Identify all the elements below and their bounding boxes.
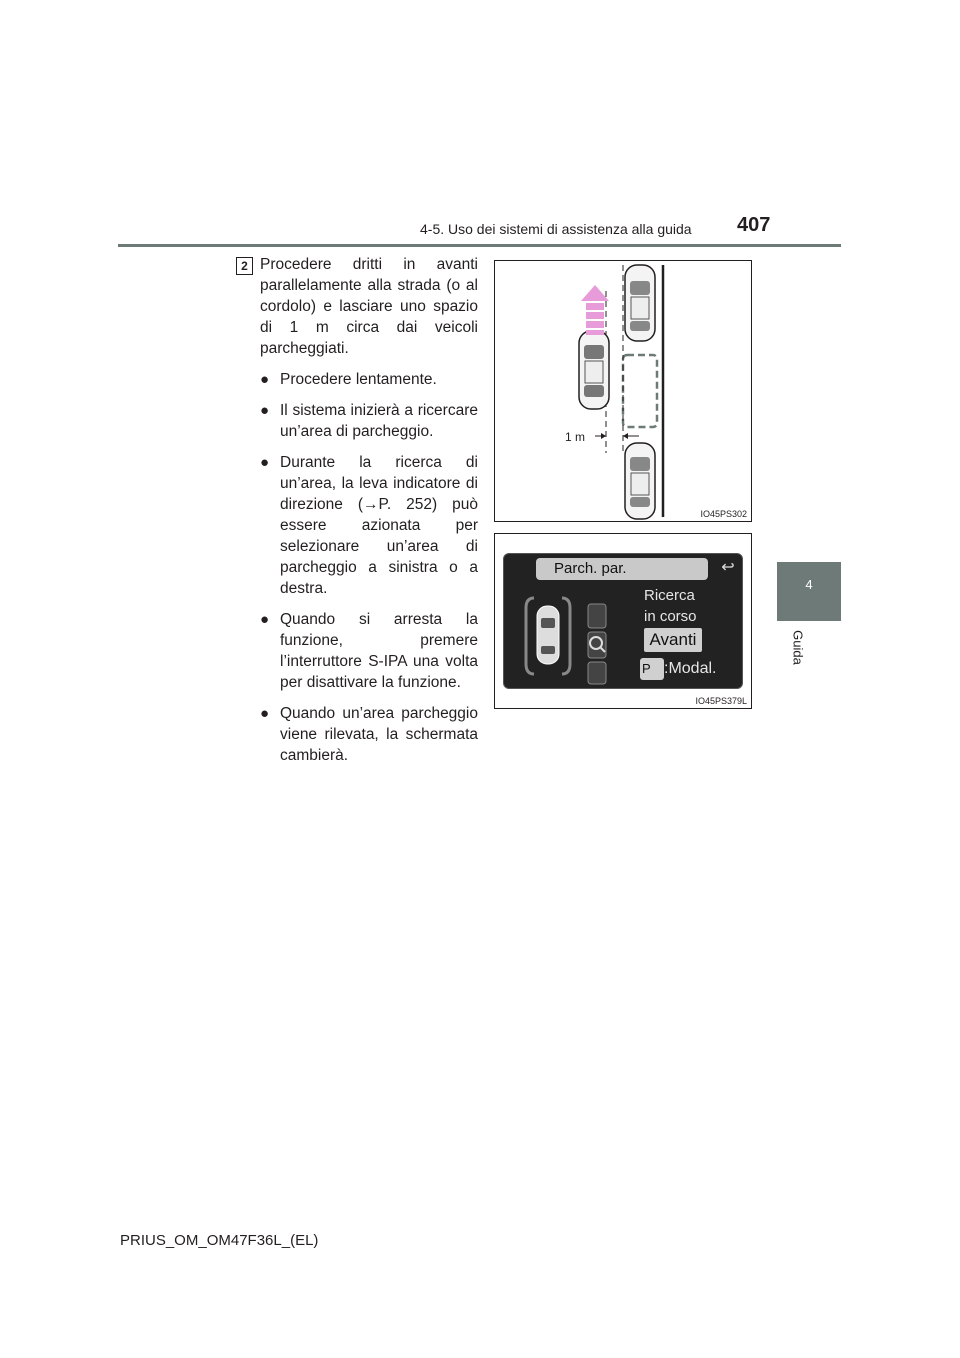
sensor-display [504, 554, 624, 688]
parking-diagram [494, 260, 752, 522]
bullet-icon: ● [260, 705, 270, 722]
bullet-icon: ● [260, 454, 270, 471]
step-number: 2 [236, 257, 253, 275]
display-screen [503, 553, 743, 689]
status-line-2: in corso [644, 608, 697, 625]
parking-diagram-graphic [495, 261, 751, 521]
back-icon[interactable]: ↩ [721, 559, 735, 576]
list-item: ● Quando si arresta la funzione, premere l’interruttore S-IPA una volta per disattivare la funzione. [260, 611, 478, 691]
direction-arrow-icon [581, 285, 609, 335]
display-screen-figure [494, 533, 752, 709]
bullet-icon: ● [260, 611, 270, 628]
parking-mode-icon[interactable]: P [640, 658, 664, 680]
list-item: ● Durante la ricerca di un’area, la leva indicatore di direzione (→P. 252) può essere azionata per selezionare un’area di parcheggio a sinistra o a destra. [260, 454, 478, 597]
parking-space [623, 355, 657, 427]
page-number: 407 [737, 214, 771, 236]
chapter-label: Guida [790, 630, 806, 665]
status-line-1: Ricerca [644, 587, 695, 604]
list-item: ● Il sistema inizierà a ricercare un’area di parcheggio. [260, 402, 478, 440]
step-main-text: Procedere dritti in avanti parallelamente alla strada (o al cordolo) e lasciare uno spazio di 1 m circa dai veicoli parcheggiati. [260, 256, 478, 357]
list-item: ● Procedere lentamente. [260, 371, 437, 388]
parked-car-rear-icon [625, 443, 655, 519]
chapter-tab[interactable] [777, 562, 841, 621]
distance-label: 1 m [565, 430, 586, 444]
step-content [260, 254, 478, 776]
section-title: 4-5. Uso dei sistemi di assistenza alla guida [420, 221, 692, 237]
side-panel-bottom-icon [588, 662, 606, 684]
chapter-number: 4 [805, 577, 813, 592]
bullet-icon: ● [260, 371, 270, 388]
screen-title[interactable]: Parch. par. [536, 558, 708, 580]
figure-id: IO45PS302 [700, 509, 747, 519]
list-item: ● Quando un’area parcheggio viene rilevata, la schermata cambierà. [260, 705, 478, 764]
moving-car-icon [579, 331, 609, 409]
bullet-icon: ● [260, 402, 270, 419]
document-code: PRIUS_OM_OM47F36L_(EL) [120, 1232, 319, 1249]
parked-car-front-icon [625, 265, 655, 341]
mode-label: :Modal. [664, 660, 717, 677]
side-panel-top-icon [588, 604, 606, 628]
header-rule [118, 244, 841, 247]
figure-id: IO45PS379L [695, 696, 747, 706]
vehicle-top-view-icon [526, 598, 570, 674]
avanti-button[interactable]: Avanti [644, 628, 702, 652]
